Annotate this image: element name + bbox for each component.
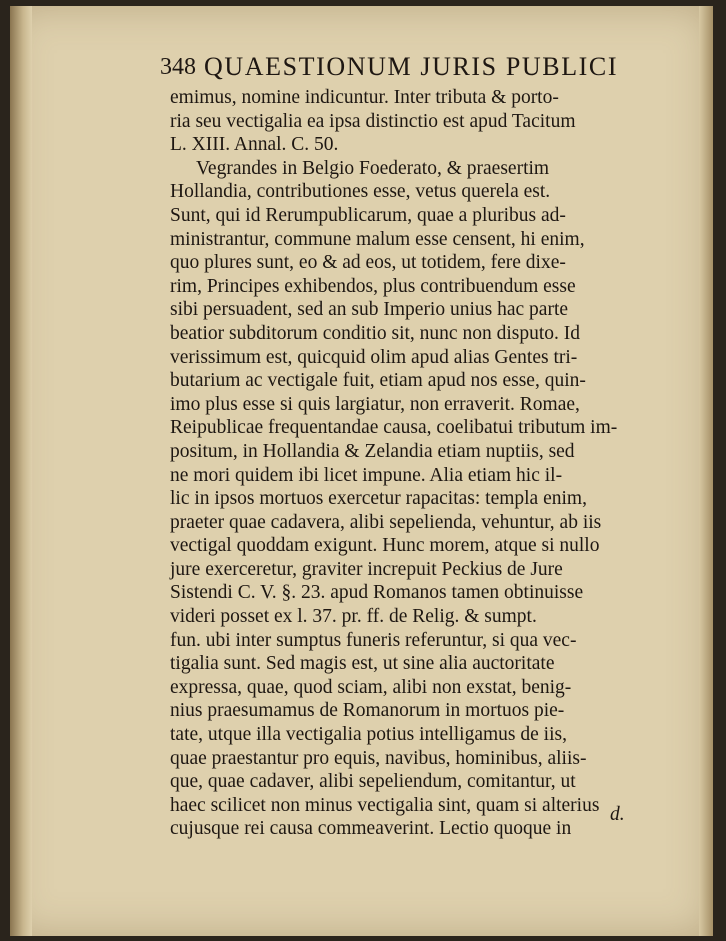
running-head bbox=[160, 50, 640, 84]
text-line: sibi persuadent, sed an sub Imperio unius hac parte bbox=[170, 299, 569, 321]
text-line: tate, utque illa vectigalia potius intelligamus de iis, bbox=[170, 724, 567, 746]
text-line: Reipublicae frequentandae causa, coelibatui tributum im- bbox=[170, 417, 618, 439]
text-line: rim, Principes exhibendos, plus contribuendum esse bbox=[170, 275, 576, 297]
text-line: cujusque rei causa commeaverint. Lectio quoque in bbox=[170, 818, 572, 840]
text-line: verissimum est, quicquid olim apud alias Gentes tri- bbox=[170, 346, 578, 368]
text-line: praeter quae cadavera, alibi sepelienda, vehuntur, ab iis bbox=[170, 511, 602, 533]
text-line: ministrantur, commune malum esse censent, hi enim, bbox=[170, 228, 585, 250]
page-edge bbox=[699, 6, 713, 936]
text-line: butarium ac vectigale fuit, etiam apud nos esse, quin- bbox=[170, 370, 586, 392]
text-line: que, quae cadaver, alibi sepeliendum, comitantur, ut bbox=[170, 771, 576, 793]
text-line: haec scilicet non minus vectigalia sint, quam si alterius bbox=[170, 794, 600, 816]
text-line: vectigal quoddam exigunt. Hunc morem, atque si nullo bbox=[170, 535, 600, 557]
text-line: nius praesumamus de Romanorum in mortuos pie- bbox=[170, 700, 565, 722]
text-line: ne mori quidem ibi licet impune. Alia etiam hic il- bbox=[170, 464, 563, 486]
text-line: positum, in Hollandia & Zelandia etiam nuptiis, sed bbox=[170, 440, 575, 462]
text-line: ria seu vectigalia ea ipsa distinctio est apud Tacitum bbox=[170, 110, 576, 132]
text-line: Vegrandes in Belgio Foederato, & praesertim bbox=[196, 157, 550, 179]
page-gutter bbox=[10, 6, 32, 936]
text-line: expressa, quae, quod sciam, alibi non exstat, benig- bbox=[170, 676, 572, 698]
text-line: emimus, nomine indicuntur. Inter tributa & porto- bbox=[170, 87, 559, 108]
page-number: 348 bbox=[160, 54, 196, 80]
text-line: tigalia sunt. Sed magis est, ut sine alia auctoritate bbox=[170, 653, 555, 675]
text-line: videri posset ex l. 37. pr. ff. de Relig. & sumpt. bbox=[170, 606, 537, 628]
body-text bbox=[170, 86, 640, 841]
text-line: lic in ipsos mortuos exercetur rapacitas: templa enim, bbox=[170, 488, 587, 510]
catchword: d. bbox=[610, 804, 625, 825]
text-line: Sistendi C. V. §. 23. apud Romanos tamen obtinuisse bbox=[170, 582, 584, 604]
text-line: imo plus esse si quis largiatur, non erraverit. Romae, bbox=[170, 393, 580, 415]
text-line: quae praestantur pro equis, navibus, hominibus, aliis- bbox=[170, 747, 587, 769]
text-line: jure exerceretur, graviter increpuit Peckius de Jure bbox=[170, 558, 563, 580]
running-title: QUAESTIONUM JURIS PUBLICI bbox=[204, 52, 619, 81]
text-line: Hollandia, contributiones esse, vetus querela est. bbox=[170, 181, 551, 203]
text-line: L. XIII. Annal. C. 50. bbox=[170, 134, 339, 156]
text-line: Sunt, qui id Rerumpublicarum, quae a pluribus ad- bbox=[170, 204, 566, 226]
text-line: fun. ubi inter sumptus funeris referuntur, si qua vec- bbox=[170, 629, 577, 651]
text-line: beatior subditorum conditio sit, nunc non disputo. Id bbox=[170, 322, 581, 344]
text-line: quo plures sunt, eo & ad eos, ut totidem, fere dixe- bbox=[170, 252, 566, 274]
